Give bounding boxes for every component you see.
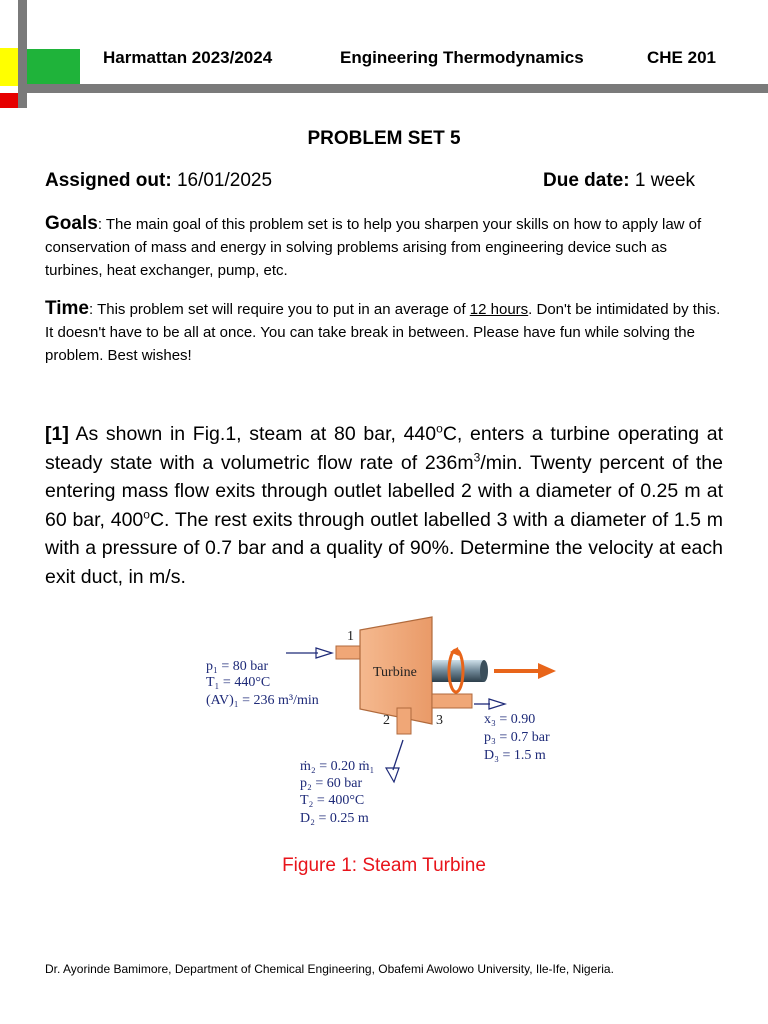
header-course-title: Engineering Thermodynamics — [340, 48, 584, 67]
assigned-out — [45, 170, 272, 192]
outlet-2-conditions — [300, 759, 374, 826]
turbine-shaft — [432, 660, 484, 682]
port-2-label: 2 — [383, 713, 390, 728]
turbine-figure — [0, 600, 768, 850]
problem-1 — [45, 420, 723, 591]
time-text-before: : This problem set will require you to put in an average of — [89, 301, 470, 318]
due-date — [543, 170, 695, 192]
problem-text-4: C. The rest exits through outlet labelled 3 with a diameter of 1.5 m with a pressure of 0.7 bar and a quality of 90%. Determine the velocity at each exit duct, in m/s. — [45, 508, 723, 588]
outlet-2-mass-flow: ṁ₂ = 0.20 ṁ₁ — [300, 759, 375, 774]
turbine-label: Turbine — [373, 665, 417, 680]
time-paragraph — [45, 297, 725, 367]
inlet-conditions — [206, 659, 319, 708]
outlet-pipe-3 — [432, 694, 472, 708]
problem-text-1: As shown in Fig.1, steam at 80 bar, 440 — [68, 423, 437, 445]
footer-author: Dr. Ayorinde Bamimore, Department of Chemical Engineering, Obafemi Awolowo University, Ile-Ife, Nigeria. — [45, 962, 614, 976]
outlet-2-temperature: T₂ = 400°C — [300, 793, 365, 808]
outlet-3-pressure: p₃ = 0.7 bar — [484, 730, 550, 745]
header-yellow-block — [0, 48, 20, 86]
outlet-2-flow-arrow — [393, 740, 403, 770]
page-title: PROBLEM SET 5 — [307, 128, 461, 149]
outlet-3-conditions — [484, 712, 550, 763]
inlet-temperature: T₁ = 440°C — [206, 675, 271, 690]
power-arrowhead-icon — [538, 663, 556, 679]
inlet-pressure: p₁ = 80 bar — [206, 659, 269, 674]
header-red-block — [0, 93, 20, 108]
due-label: Due date: — [543, 170, 630, 191]
time-text-after: . Don't be intimidated by this. It doesn't have to be all at once. You can take break in between. Please have fun while solving the problem. Best wishes! — [45, 301, 721, 364]
header-green-block — [27, 49, 80, 84]
inlet-volumetric-flow: (AV)₁ = 236 m³/min — [206, 693, 319, 708]
outlet-3-quality: x₃ = 0.90 — [484, 712, 536, 727]
shaft-end — [480, 660, 488, 682]
problem-sup-3: o — [143, 507, 150, 521]
assigned-value: 16/01/2025 — [176, 170, 273, 191]
goals-text: : The main goal of this problem set is to help you sharpen your skills on how to apply law of conservation of mass and energy in solving problems arising from engineering device such as turbines, heat exchanger, pump, etc. — [45, 216, 702, 279]
outlet-3-arrowhead — [489, 699, 505, 709]
header-semester: Harmattan 2023/2024 — [103, 48, 273, 67]
assigned-label: Assigned out: — [45, 170, 172, 191]
time-hours: 12 hours — [469, 301, 529, 318]
outlet-2-arrowhead — [386, 768, 399, 782]
problem-number: [1] — [45, 423, 69, 445]
problem-sup-1: o — [436, 421, 443, 436]
problem-text-3: /min. Twenty percent of the entering mass flow exits through outlet labelled 2 with a diameter of 0.25 m at 60 bar, 400 — [45, 451, 723, 531]
goals-label: Goals — [45, 213, 98, 234]
port-3-label: 3 — [436, 713, 443, 728]
inlet-pipe-1 — [336, 646, 362, 659]
outlet-3-diameter: D₃ = 1.5 m — [484, 748, 546, 763]
outlet-2-diameter: D₂ = 0.25 m — [300, 811, 369, 826]
inlet-arrowhead — [316, 648, 332, 658]
time-label: Time — [45, 298, 90, 319]
due-value: 1 week — [634, 170, 696, 191]
goals-paragraph — [45, 212, 725, 282]
header-horizontal-rule — [18, 84, 768, 93]
figure-caption: Figure 1: Steam Turbine — [282, 855, 486, 876]
outlet-2-pressure: p₂ = 60 bar — [300, 776, 363, 791]
header-course-code: CHE 201 — [647, 48, 716, 67]
outlet-pipe-2 — [397, 708, 411, 734]
port-1-label: 1 — [347, 629, 354, 644]
problem-text-2: C, enters a turbine operating at steady state with a volumetric flow rate of 236m — [45, 423, 723, 474]
problem-sup-2: 3 — [473, 450, 481, 464]
